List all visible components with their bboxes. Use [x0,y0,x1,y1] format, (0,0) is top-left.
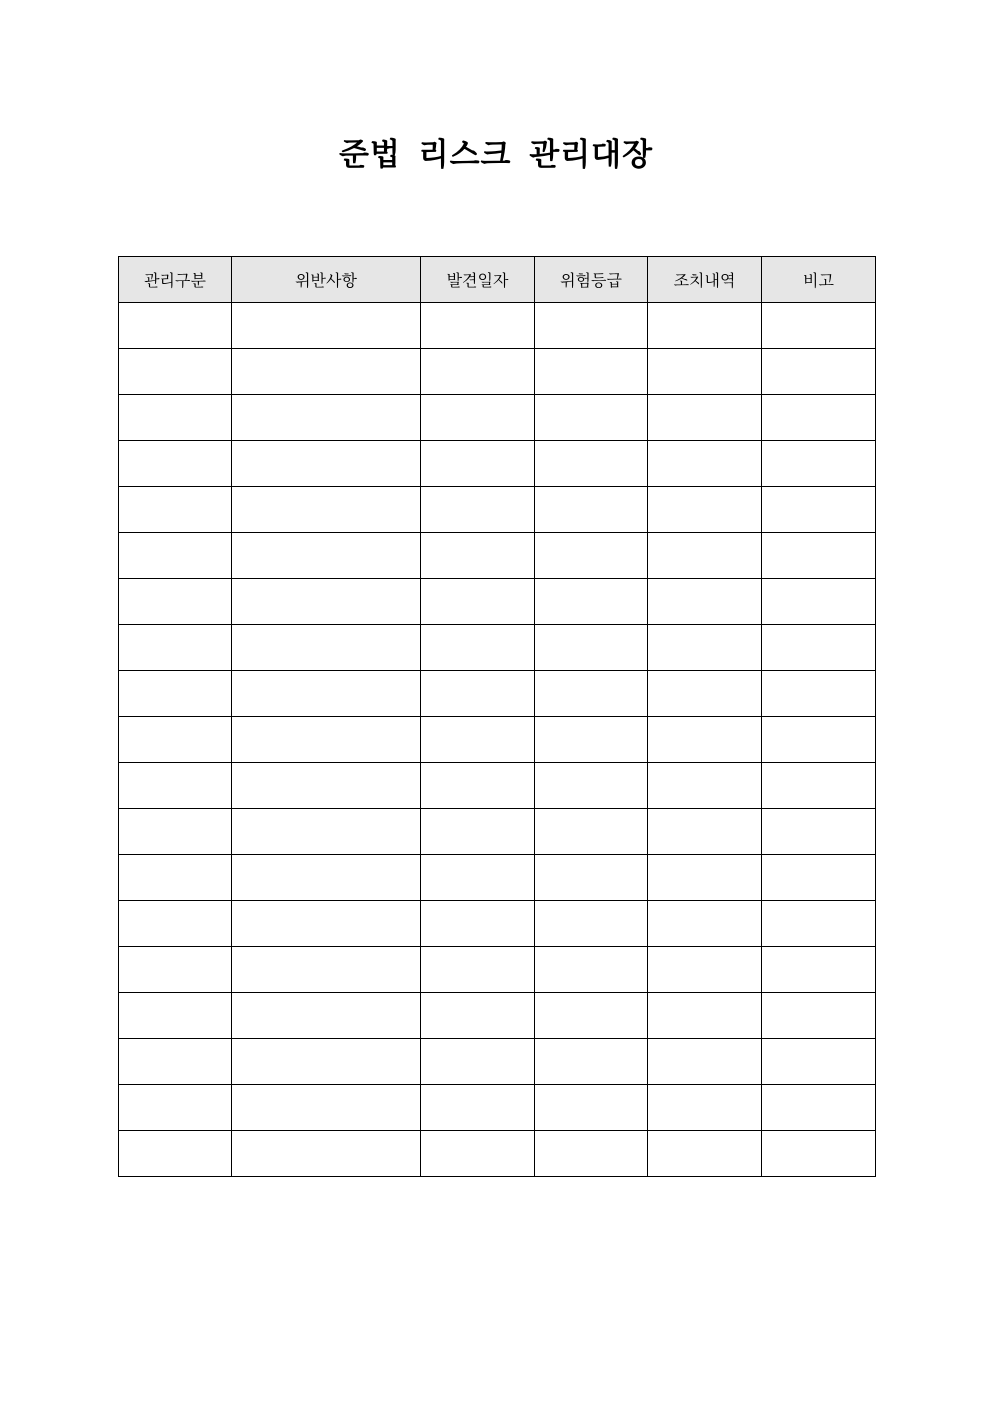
cell-found-date[interactable] [421,1131,535,1177]
cell-category[interactable] [119,303,232,349]
table-row [119,1131,876,1177]
table-row [119,303,876,349]
cell-remarks[interactable] [762,809,876,855]
table-row [119,671,876,717]
cell-violation[interactable] [232,487,421,533]
cell-risk-level[interactable] [535,855,648,901]
cell-action[interactable] [648,947,762,993]
cell-category[interactable] [119,441,232,487]
cell-action[interactable] [648,579,762,625]
cell-remarks[interactable] [762,763,876,809]
cell-found-date[interactable] [421,579,535,625]
cell-category[interactable] [119,1039,232,1085]
cell-risk-level[interactable] [535,303,648,349]
cell-found-date[interactable] [421,809,535,855]
cell-action[interactable] [648,855,762,901]
cell-category[interactable] [119,579,232,625]
cell-remarks[interactable] [762,671,876,717]
table-row [119,395,876,441]
table-row [119,855,876,901]
cell-found-date[interactable] [421,671,535,717]
cell-found-date[interactable] [421,625,535,671]
cell-action[interactable] [648,349,762,395]
cell-found-date[interactable] [421,487,535,533]
cell-risk-level[interactable] [535,947,648,993]
cell-risk-level[interactable] [535,1131,648,1177]
cell-violation[interactable] [232,671,421,717]
cell-found-date[interactable] [421,533,535,579]
cell-category[interactable] [119,487,232,533]
cell-category[interactable] [119,533,232,579]
cell-remarks[interactable] [762,947,876,993]
header-row [119,257,876,303]
cell-violation[interactable] [232,303,421,349]
cell-found-date[interactable] [421,763,535,809]
table-row [119,809,876,855]
cell-action[interactable] [648,303,762,349]
cell-risk-level[interactable] [535,993,648,1039]
cell-action[interactable] [648,487,762,533]
cell-violation[interactable] [232,579,421,625]
cell-remarks[interactable] [762,487,876,533]
cell-action[interactable] [648,1085,762,1131]
cell-violation[interactable] [232,855,421,901]
header-remarks: 비고 [762,257,876,303]
cell-remarks[interactable] [762,395,876,441]
cell-risk-level[interactable] [535,809,648,855]
table-row [119,763,876,809]
cell-found-date[interactable] [421,717,535,763]
cell-violation[interactable] [232,1131,421,1177]
table-row [119,1085,876,1131]
table-row [119,579,876,625]
cell-violation[interactable] [232,349,421,395]
header-action: 조치내역 [648,257,762,303]
cell-action[interactable] [648,1039,762,1085]
cell-remarks[interactable] [762,349,876,395]
cell-remarks[interactable] [762,303,876,349]
cell-category[interactable] [119,993,232,1039]
cell-found-date[interactable] [421,349,535,395]
table-row [119,1039,876,1085]
cell-category[interactable] [119,1085,232,1131]
cell-found-date[interactable] [421,901,535,947]
cell-action[interactable] [648,901,762,947]
table-row [119,901,876,947]
cell-remarks[interactable] [762,1085,876,1131]
cell-violation[interactable] [232,717,421,763]
table-row [119,349,876,395]
cell-risk-level[interactable] [535,671,648,717]
cell-category[interactable] [119,901,232,947]
cell-risk-level[interactable] [535,901,648,947]
cell-violation[interactable] [232,809,421,855]
cell-risk-level[interactable] [535,533,648,579]
cell-risk-level[interactable] [535,1039,648,1085]
cell-category[interactable] [119,349,232,395]
cell-risk-level[interactable] [535,1085,648,1131]
cell-action[interactable] [648,533,762,579]
cell-remarks[interactable] [762,441,876,487]
cell-violation[interactable] [232,533,421,579]
cell-risk-level[interactable] [535,441,648,487]
cell-action[interactable] [648,763,762,809]
cell-remarks[interactable] [762,901,876,947]
cell-risk-level[interactable] [535,395,648,441]
cell-action[interactable] [648,395,762,441]
cell-remarks[interactable] [762,1039,876,1085]
cell-remarks[interactable] [762,993,876,1039]
table-row [119,533,876,579]
cell-category[interactable] [119,947,232,993]
cell-category[interactable] [119,809,232,855]
cell-remarks[interactable] [762,625,876,671]
cell-category[interactable] [119,1131,232,1177]
cell-category[interactable] [119,763,232,809]
cell-violation[interactable] [232,993,421,1039]
table-row [119,947,876,993]
header-violation: 위반사항 [232,257,421,303]
cell-action[interactable] [648,717,762,763]
cell-found-date[interactable] [421,395,535,441]
cell-category[interactable] [119,625,232,671]
cell-violation[interactable] [232,1039,421,1085]
cell-category[interactable] [119,395,232,441]
cell-remarks[interactable] [762,1131,876,1177]
table-row [119,441,876,487]
table-row [119,717,876,763]
cell-category[interactable] [119,717,232,763]
cell-found-date[interactable] [421,441,535,487]
cell-risk-level[interactable] [535,487,648,533]
risk-ledger-table [118,256,876,1177]
cell-risk-level[interactable] [535,625,648,671]
cell-remarks[interactable] [762,579,876,625]
cell-found-date[interactable] [421,1085,535,1131]
cell-category[interactable] [119,671,232,717]
cell-action[interactable] [648,1131,762,1177]
cell-violation[interactable] [232,947,421,993]
table-row [119,625,876,671]
cell-risk-level[interactable] [535,579,648,625]
cell-violation[interactable] [232,763,421,809]
cell-action[interactable] [648,625,762,671]
cell-remarks[interactable] [762,533,876,579]
cell-risk-level[interactable] [535,717,648,763]
cell-violation[interactable] [232,901,421,947]
cell-found-date[interactable] [421,1039,535,1085]
cell-remarks[interactable] [762,717,876,763]
cell-remarks[interactable] [762,855,876,901]
cell-category[interactable] [119,855,232,901]
table-row [119,993,876,1039]
cell-risk-level[interactable] [535,349,648,395]
document-title: 준법 리스크 관리대장 [338,137,654,173]
cell-risk-level[interactable] [535,763,648,809]
cell-found-date[interactable] [421,993,535,1039]
header-category: 관리구분 [119,257,232,303]
cell-action[interactable] [648,441,762,487]
cell-found-date[interactable] [421,947,535,993]
cell-violation[interactable] [232,625,421,671]
cell-action[interactable] [648,671,762,717]
cell-action[interactable] [648,809,762,855]
cell-action[interactable] [648,993,762,1039]
cell-found-date[interactable] [421,855,535,901]
cell-violation[interactable] [232,395,421,441]
header-risk-level: 위험등급 [535,257,648,303]
header-found-date: 발견일자 [421,257,535,303]
cell-found-date[interactable] [421,303,535,349]
cell-violation[interactable] [232,1085,421,1131]
cell-violation[interactable] [232,441,421,487]
table-body [119,303,876,1177]
table-row [119,487,876,533]
